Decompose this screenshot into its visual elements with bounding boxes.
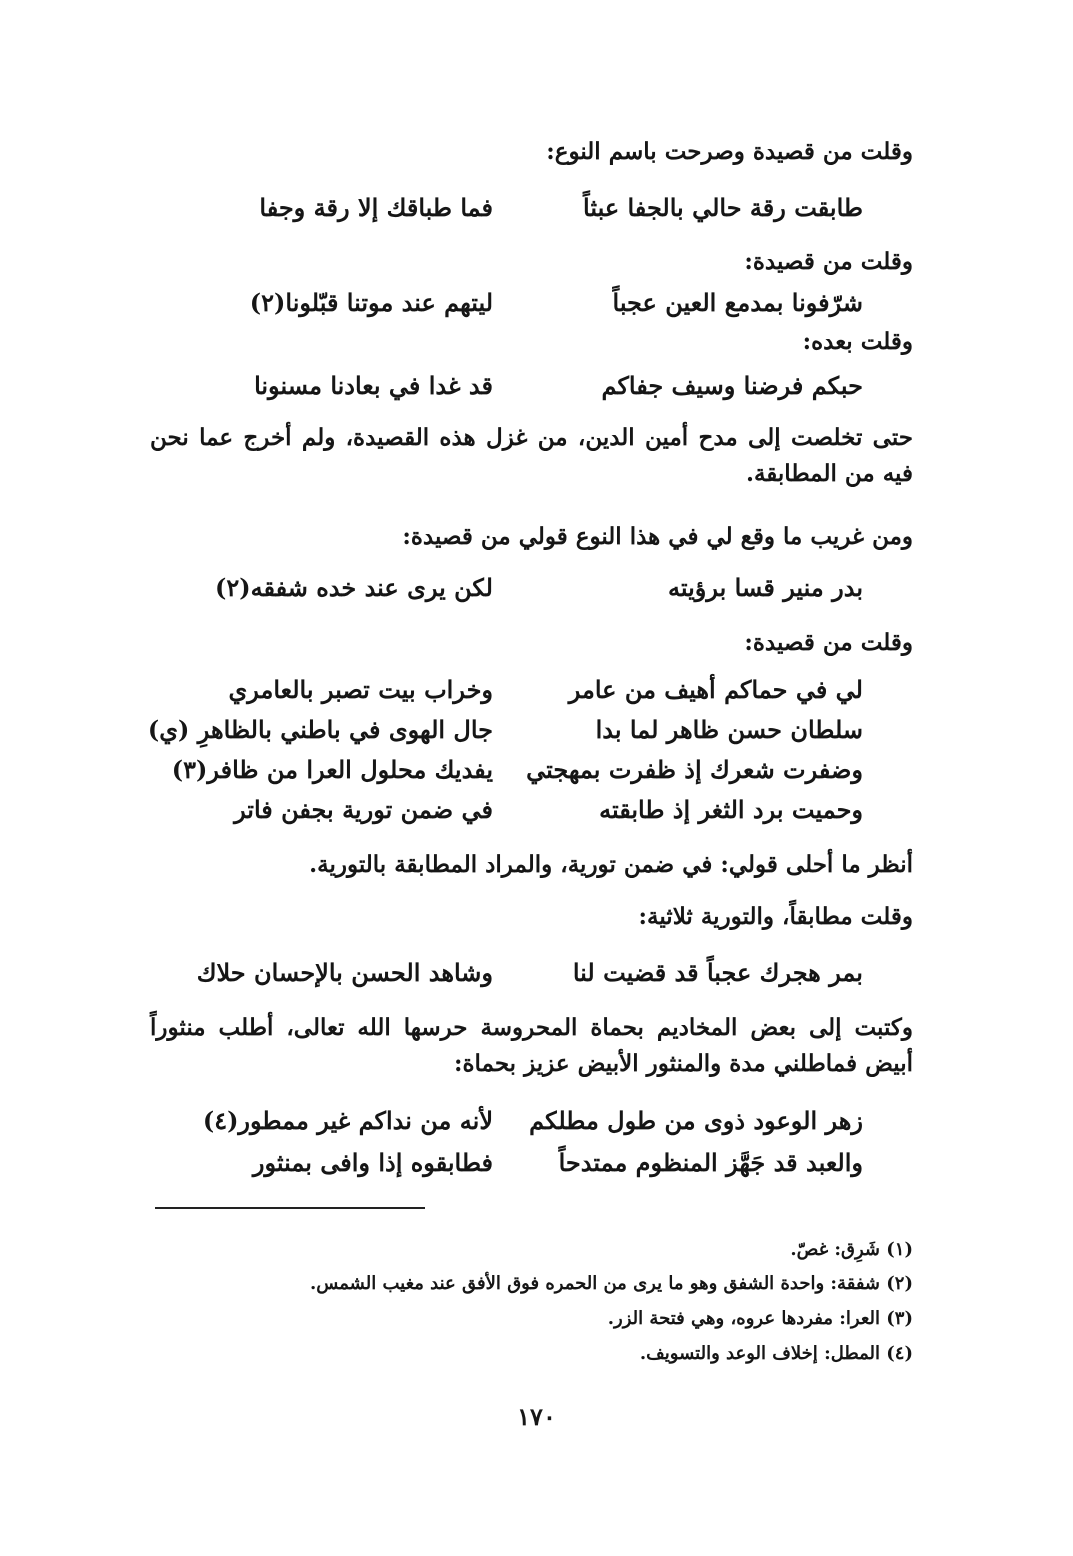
footnote-2: (٢) شفقة: واحدة الشفق وهو ما يرى من الحمره فوق الأفق عند مغيب الشمس. [310,1273,913,1294]
verse-3-hemistich-2: قد غدا في بعادنا مسنونا [254,371,493,400]
footnote-separator [155,1207,425,1209]
verse-3-hemistich-1: حبكم فرضنا وسيف جفاكم [601,371,863,400]
verse-6 [147,712,863,748]
verse-7-hemistich-1: وضفرت شعرك إذ ظفرت بمهجتي [526,755,863,784]
verse-5-hemistich-1: لي في حماكم أهيف من عامر [568,675,863,704]
verse-11-hemistich-1: والعبد قد جَهَّز المنظوم ممتدحاً [558,1148,863,1177]
verse-8 [163,792,863,828]
verse-2-hemistich-2: ليتهم عند موتنا قبّلونا(٢) [249,288,493,317]
paragraph-1: حتى تخلصت إلى مدح أمين الدين، من غزل هذه القصيدة، ولم أخرج عما نحن فيه من المطابقة. [150,424,913,487]
footnote-3: (٣) العرا: مفردها عروه، وهي فتحة الزر. [607,1308,913,1329]
verse-5 [163,672,863,708]
footnote-4: (٤) المطل: إخلاف الوعد والتسويف. [639,1343,913,1364]
verse-7-hemistich-2: يفديك محلول العرا من ظافر(٣) [171,755,493,784]
verse-4-hemistich-2: لكن يرى عند خده شفقه(٢) [215,573,493,602]
intro-line-2: وقلت من قصيدة: [744,248,913,275]
verse-10-hemistich-1: زهر الوعود ذوى من طول مطلكم [529,1106,863,1135]
intro-line-4: ومن غريب ما وقع لي في هذا النوع قولي من قصيدة: [402,523,913,550]
intro-line-3: وقلت بعده: [802,328,913,355]
verse-8-hemistich-1: وحميت برد الثغر إذ طابقته [599,795,863,824]
verse-7 [163,752,863,788]
verse-4 [163,570,863,606]
verse-9-hemistich-2: وشاهد الحسن بالإحسان حلاك [196,958,493,987]
verse-1-hemistich-2: فما طباقك إلا رقة وجفا [259,193,493,222]
verse-10-hemistich-2: لأنه من نداكم غير ممطور(٤) [202,1106,493,1135]
verse-6-hemistich-1: سلطان حسن ظاهر لما بدا [595,715,863,744]
verse-11-hemistich-2: فطابقوه إذا وافى بمنثور [252,1148,493,1177]
verse-6-hemistich-2: جال الهوى في باطني بالظاهرِ (ي) [147,715,493,744]
intro-line-1: وقلت من قصيدة وصرحت باسم النوع: [546,138,913,165]
verse-11 [163,1145,863,1181]
footnote-1: (١) شَرِق: غصّ. [790,1239,913,1260]
paragraph-2: وكتبت إلى بعض المخاديم بحماة المحروسة حرسها الله تعالى، أطلب منثوراً أبيض فماطلني مدة والمنثور الأبيض عزيز بحماة: [150,1014,913,1077]
verse-2-hemistich-1: شرّفونا بمدمع العين عجباً [612,288,863,317]
verse-4-hemistich-1: بدر منير قسا برؤيته [667,573,863,602]
verse-1 [163,190,863,226]
verse-9-hemistich-1: بمر هجرك عجباً قد قضيت لنا [572,958,863,987]
verse-2 [163,285,863,321]
verse-9 [163,955,863,991]
verse-5-hemistich-2: وخراب بيت تصبر بالعامري [228,675,493,704]
verse-10 [163,1103,863,1139]
intro-line-5: وقلت من قصيدة: [744,629,913,656]
intro-line-6: أنظر ما أحلى قولي: في ضمن تورية، والمراد المطابقة بالتورية. [309,851,913,878]
intro-line-7: وقلت مطابقاً، والتورية ثلاثية: [638,903,913,930]
page-number: ١٧٠ [517,1402,556,1431]
verse-1-hemistich-1: طابقت رقة حالي بالجفا عبثاً [583,193,863,222]
verse-3 [163,368,863,404]
verse-8-hemistich-2: في ضمن تورية بجفن فاتر [234,795,493,824]
